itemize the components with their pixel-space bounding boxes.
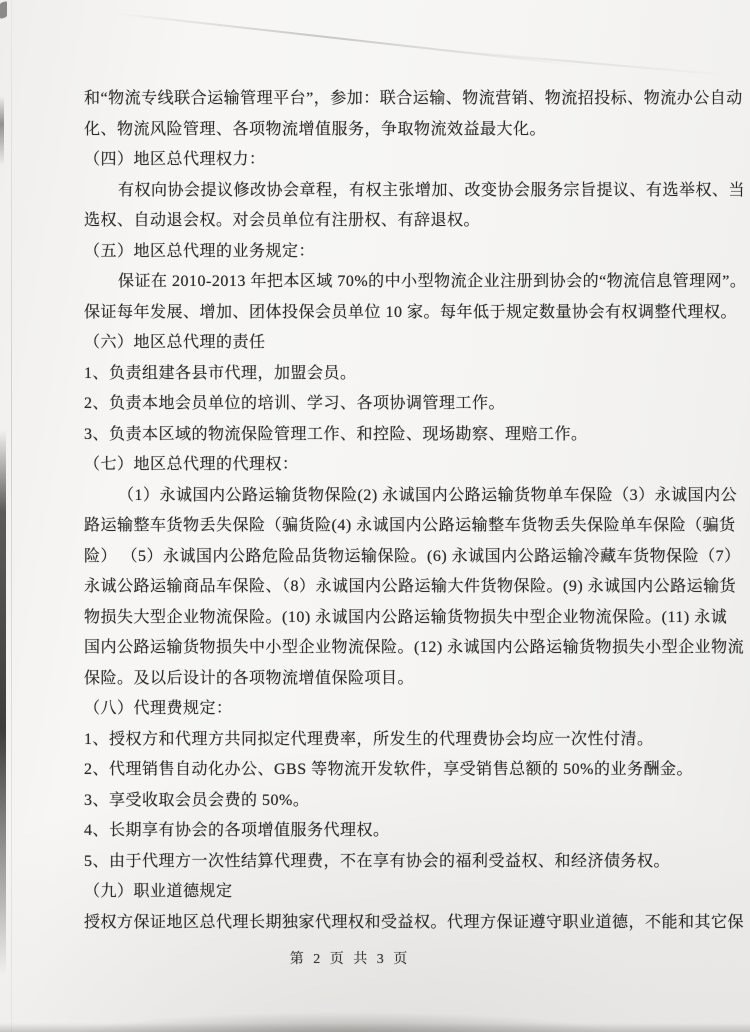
text-line: 5、由于代理方一次性结算代理费，不在享有协会的福利受益权、和经济债务权。 [84, 852, 671, 870]
text-line: 险） （5）永诚国内公路危险品货物运输保险。(6) 永诚国内公路运输冷藏车货物保险（7） [84, 547, 741, 565]
text-line: （1）永诚国内公路运输货物保险(2) 永诚国内公路运输货物单车保险（3）永诚国内公 [118, 486, 738, 504]
scan-left-edge-mark [0, 96, 4, 166]
text-line: 化、物流风险管理、各项物流增值服务，争取物流效益最大化。 [84, 120, 547, 138]
page-footer: 第 2 页 共 3 页 [289, 952, 411, 967]
scan-crease-line [112, 12, 579, 66]
text-line: 选权、自动退会权。对会员单位有注册权、有辞退权。 [84, 212, 481, 229]
scan-left-edge-shadow [0, 430, 6, 975]
text-line: 和“物流专线联合运输管理平台”，参加：联合运输、物流营销、物流招投标、物流办公自动 [84, 90, 743, 107]
text-line: 保险。及以后设计的各项物流增值保险项目。 [84, 669, 415, 687]
text-line: 有权向协会提议修改协会章程，有权主张增加、改变协会服务宗旨提议、有选举权、当 [118, 181, 746, 199]
text-line: 1、负责组建各县市代理，加盟会员。 [84, 364, 357, 382]
text-line: 授权方保证地区总代理长期独家代理权和受益权。代理方保证遵守职业道德，不能和其它保 [84, 913, 745, 931]
scan-crease-line-secondary [430, 48, 729, 76]
text-line: （七）地区总代理的代理权： [84, 456, 299, 473]
text-line: 路运输整车货物丢失保险（骗货险(4) 永诚国内公路运输整车货物丢失保险单车保险（骗货 [84, 517, 736, 534]
text-line: 2、负责本地会员单位的培训、学习、各项协调管理工作。 [84, 395, 506, 412]
text-line: 3、负责本区域的物流保险管理工作、和控险、现场勘察、理赔工作。 [84, 425, 588, 443]
text-line: 国内公路运输货物损失中小型企业物流保险。(12) 永诚国内公路运输货物损失小型企业物流 [84, 639, 745, 656]
scan-bottom-edge [0, 1023, 750, 1032]
document-body [84, 84, 747, 938]
text-line: 1、授权方和代理方共同拟定代理费率，所发生的代理费协会均应一次性付清。 [84, 730, 654, 748]
text-line: 保证每年发展、增加、团体投保会员单位 10 家。每年低于规定数量协会有权调整代理权。 [84, 303, 738, 321]
text-line: 4、长期享有协会的各项增值服务代理权。 [84, 822, 390, 839]
text-line: 3、享受收取会员会费的 50%。 [84, 791, 310, 809]
text-line: （四）地区总代理权力： [84, 151, 266, 168]
scan-corner-mark [0, 1, 7, 19]
text-line: 物损失大型企业物流保险。(10) 永诚国内公路运输货物损失中型企业物流保险。(11) 永诚 [84, 608, 728, 626]
text-line: （九）职业道德规定 [84, 883, 233, 900]
paper-edge-line [11, 0, 12, 1032]
text-line: 永诚公路运输商品车保险、（8）永诚国内公路运输大件货物保险。(9) 永诚国内公路运输货 [84, 578, 737, 595]
text-line: 保证在 2010-2013 年把本区域 70%的中小型物流企业注册到协会的“物流信息管理网”。 [118, 273, 747, 290]
text-line: （八）代理费规定： [84, 700, 233, 717]
text-line: （五）地区总代理的业务规定： [84, 242, 316, 260]
text-line: 2、代理销售自动化办公、GBS 等物流开发软件，享受销售总额的 50%的业务酬金。 [84, 761, 693, 778]
text-line: （六）地区总代理的责任 [84, 334, 266, 351]
